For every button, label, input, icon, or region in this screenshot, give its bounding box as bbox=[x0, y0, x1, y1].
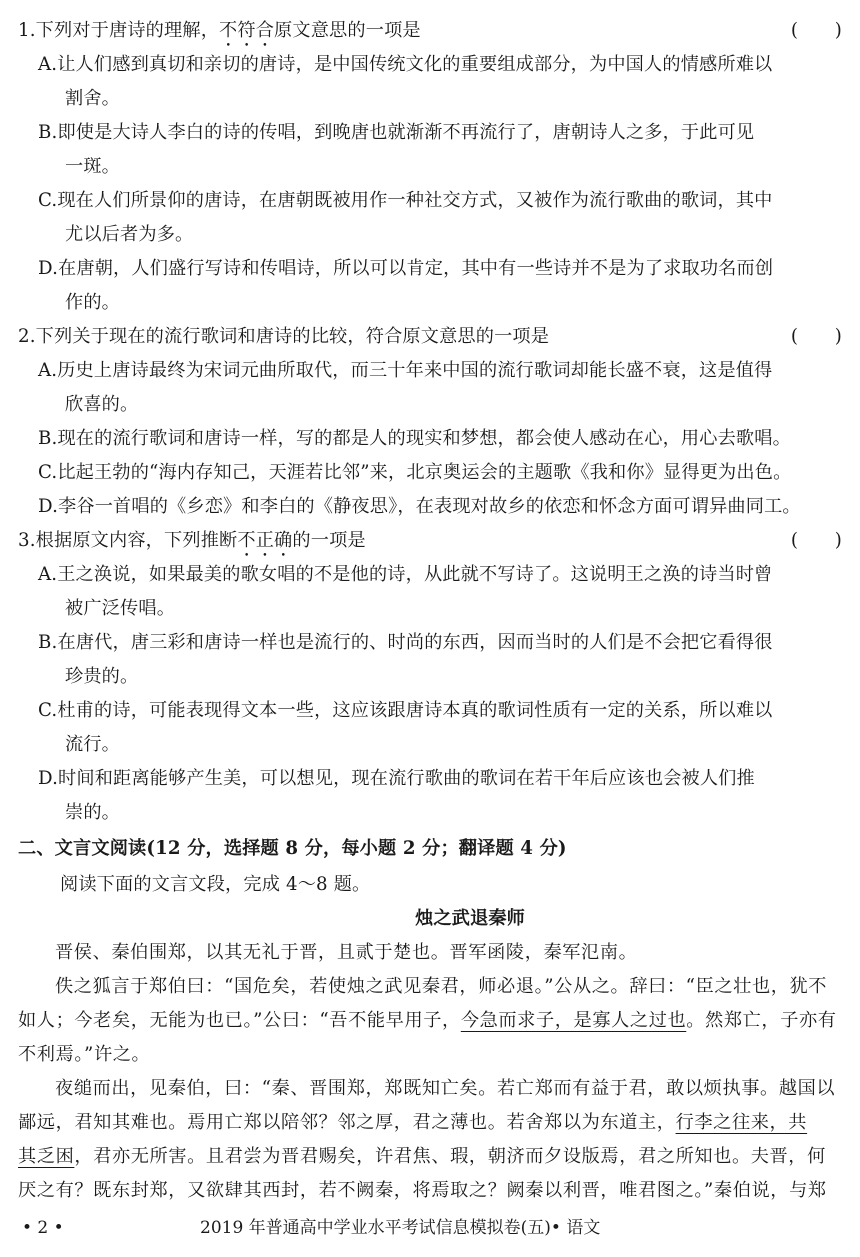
section-instruction: 阅读下面的文言文段，完成 4～8 题。 bbox=[60, 874, 371, 895]
q1-option-a: A.让人们感到真切和亲切的唐诗，是中国传统文化的重要组成部分，为中国人的情感所难以 bbox=[38, 54, 773, 75]
q1-option-d-cont: 作的。 bbox=[65, 292, 121, 313]
answer-bracket: ( ) bbox=[790, 530, 842, 551]
q1-option-b-cont: 一斑。 bbox=[65, 156, 121, 177]
q3-option-c-cont: 流行。 bbox=[65, 734, 121, 755]
footer-title: 2019 年普通高中学业水平考试信息模拟卷(五)• 语文 bbox=[200, 1218, 601, 1238]
q3-option-d-cont: 崇的。 bbox=[65, 802, 121, 823]
q1-option-c: C.现在人们所景仰的唐诗，在唐朝既被用作一种社交方式，又被作为流行歌曲的歌词，其中 bbox=[38, 190, 773, 211]
passage-paragraph-2: 佚之狐言于郑伯曰：“国危矣，若使烛之武见秦君，师必退。”公从之。辞曰：“臣之壮也，犹不 bbox=[55, 976, 828, 997]
q1-option-c-cont: 尤以后者为多。 bbox=[65, 224, 194, 245]
passage-paragraph-3-line-2: 鄙远，君知其难也。焉用亡郑以陪邻？邻之厚，君之薄也。若舍郑以为东道主，行李之往来，共 bbox=[18, 1112, 808, 1133]
passage-paragraph-2-line-3: 不利焉。”许之。 bbox=[18, 1044, 151, 1065]
q2-option-c: C.比起王勃的“海内存知己，天涯若比邻”来，北京奥运会的主题歌《我和你》显得更为出色。 bbox=[38, 462, 792, 483]
q3-option-d: D.时间和距离能够产生美，可以想见，现在流行歌曲的歌词在若干年后应该也会被人们推 bbox=[38, 768, 755, 789]
q3-option-a: A.王之涣说，如果最美的歌女唱的不是他的诗，从此就不写诗了。这说明王之涣的诗当时曾 bbox=[38, 564, 773, 585]
answer-bracket: ( ) bbox=[790, 326, 842, 347]
passage-paragraph-2-line-2: 如人；今老矣，无能为也已。”公曰：“吾不能早用子，今急而求子，是寡人之过也。然郑亡，子亦有 bbox=[18, 1010, 837, 1031]
q3-option-b-cont: 珍贵的。 bbox=[65, 666, 139, 687]
q2-option-b: B.现在的流行歌词和唐诗一样，写的都是人的现实和梦想，都会使人感动在心，用心去歌唱。 bbox=[38, 428, 791, 449]
underlined-sentence: 行李之往来，共 bbox=[675, 1112, 808, 1133]
section-heading: 二、文言文阅读(12 分，选择题 8 分，每小题 2 分；翻译题 4 分) bbox=[18, 838, 567, 859]
passage-title: 烛之武退秦师 bbox=[414, 908, 526, 929]
question-2-stem: 2.下列关于现在的流行歌词和唐诗的比较，符合原文意思的一项是 ( ) bbox=[0, 320, 860, 354]
passage-paragraph-3-line-4: 厌之有？既东封郑，又欲肆其西封，若不阙秦，将焉取之？阙秦以利晋，唯君图之。”秦伯说，与郑 bbox=[18, 1180, 827, 1201]
q1-option-d: D.在唐朝，人们盛行写诗和传唱诗，所以可以肯定，其中有一些诗并不是为了求取功名而创 bbox=[38, 258, 774, 279]
emphasis-text: 不符合 bbox=[219, 20, 275, 41]
q3-option-a-cont: 被广泛传唱。 bbox=[65, 598, 176, 619]
q2-option-a: A.历史上唐诗最终为宋词元曲所取代，而三十年来中国的流行歌词却能长盛不衰，这是值得 bbox=[38, 360, 773, 381]
underlined-sentence: 其乏困 bbox=[18, 1146, 75, 1167]
answer-bracket: ( ) bbox=[790, 20, 842, 41]
q1-option-b: B.即使是大诗人李白的诗的传唱，到晚唐也就渐渐不再流行了，唐朝诗人之多，于此可见 bbox=[38, 122, 755, 143]
q2-option-d: D.李谷一首唱的《乡恋》和李白的《静夜思》，在表现对故乡的依恋和怀念方面可谓异曲同工。 bbox=[38, 496, 801, 517]
passage-paragraph-1: 晋侯、秦伯围郑，以其无礼于晋，且贰于楚也。晋军函陵，秦军氾南。 bbox=[55, 942, 638, 963]
q3-option-b: B.在唐代，唐三彩和唐诗一样也是流行的、时尚的东西，因而当时的人们是不会把它看得很 bbox=[38, 632, 773, 653]
q3-option-c: C.杜甫的诗，可能表现得文本一些，这应该跟唐诗本真的歌词性质有一定的关系，所以难以 bbox=[38, 700, 773, 721]
underlined-sentence: 今急而求子，是寡人之过也 bbox=[460, 1010, 687, 1031]
question-1-stem: 1.下列对于唐诗的理解，不符合原文意思的一项是 ( ) bbox=[0, 14, 860, 51]
q1-option-a-cont: 割舍。 bbox=[65, 88, 121, 109]
passage-paragraph-3: 夜缒而出，见秦伯，曰：“秦、晋围郑，郑既知亡矣。若亡郑而有益于君，敢以烦执事。越国以 bbox=[55, 1078, 836, 1099]
page-number: • 2 • bbox=[22, 1218, 64, 1238]
emphasis-text: 不正确 bbox=[237, 530, 293, 551]
passage-paragraph-3-line-3: 其乏困，君亦无所害。且君尝为晋君赐矣，许君焦、瑕，朝济而夕设版焉，君之所知也。夫晋，何 bbox=[18, 1146, 826, 1167]
q2-option-a-cont: 欣喜的。 bbox=[65, 394, 139, 415]
question-3-stem: 3.根据原文内容，下列推断不正确的一项是 ( ) bbox=[0, 524, 860, 561]
